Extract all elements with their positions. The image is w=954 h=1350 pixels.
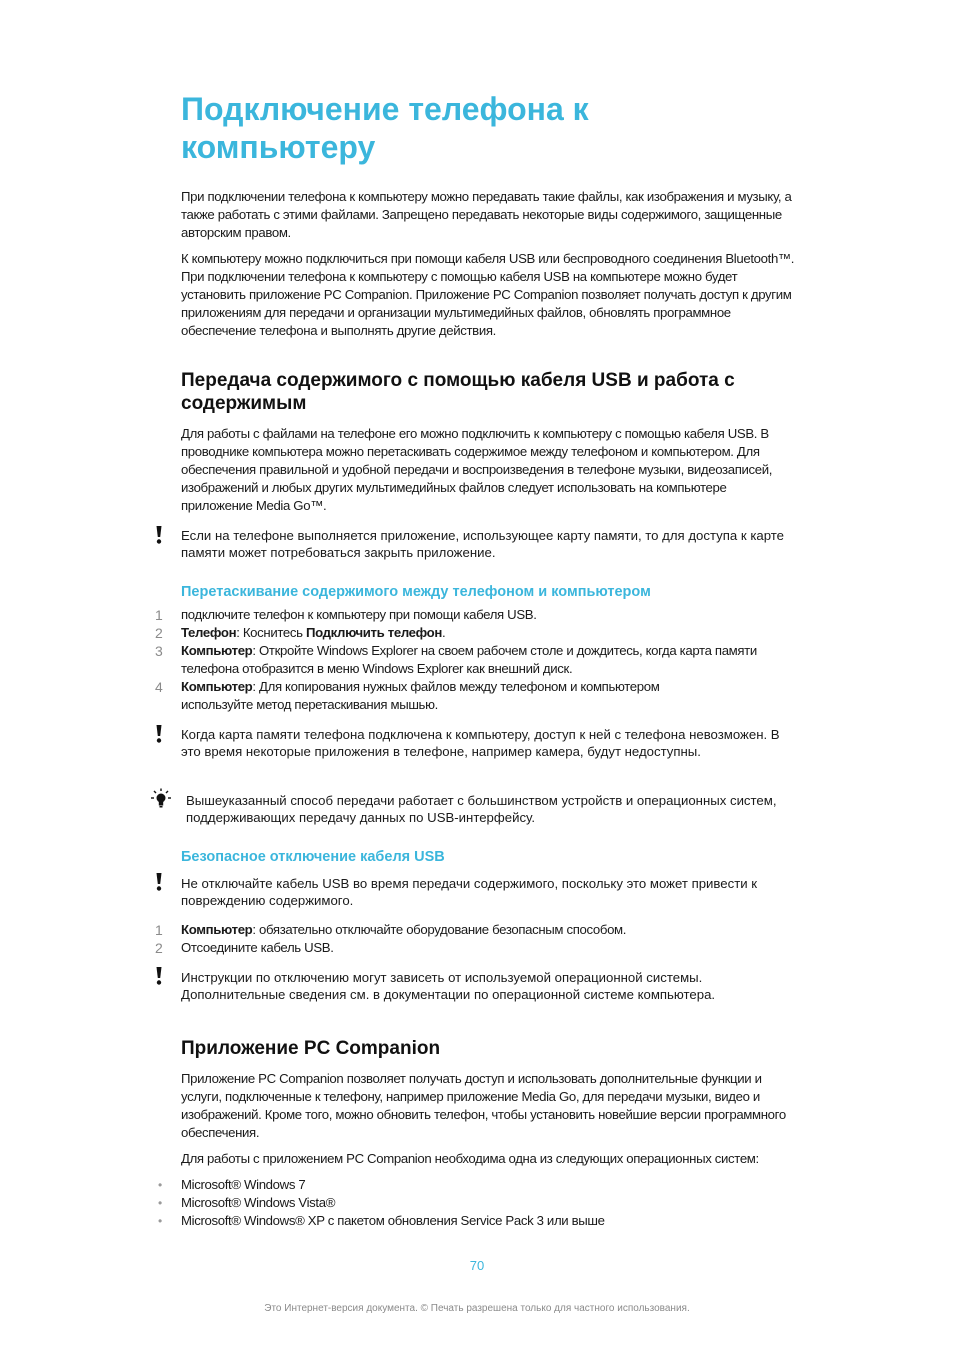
exclamation-icon <box>154 966 164 986</box>
os-list-item: Microsoft® Windows 7 <box>181 1177 306 1192</box>
step-text: Компьютер: Для копирования нужных файлов между телефоном и компьютером используйте метод перетаскивания мышью. <box>181 679 660 712</box>
exclamation-icon <box>154 872 164 892</box>
step-text: Отсоедините кабель USB. <box>181 940 334 955</box>
exclamation-icon <box>154 724 164 744</box>
step-number: 2 <box>155 940 163 956</box>
step-number: 1 <box>155 607 163 623</box>
step-text: Компьютер: Откройте Windows Explorer на своем рабочем столе и дождитесь, когда карта памяти телефона отобразится в меню Windows Explorer как внешний диск. <box>181 643 757 676</box>
bullet: • <box>158 1214 163 1228</box>
note-memory-card: Если на телефоне выполняется приложение, использующее карту памяти, то для доступа к карте памяти может потребоваться закрыть приложение. <box>181 528 784 560</box>
usb-section-body: Для работы с файлами на телефоне его можно подключить к компьютеру с помощью кабеля USB. В проводнике компьютера можно перетаскивать содержимое между телефоном и компьютером. Для обеспечения правильной и удобной передачи и воспроизведения в телефоне музыки, видеозаписей, изображений и любых других мультимедийных файлов следует использовать на компьютере приложение Media Go™. <box>181 426 773 513</box>
intro-paragraph-1: При подключении телефона к компьютеру можно передавать такие файлы, как изображения и музыку, а также работать с этими файлами. Запрещено передавать некоторые виды содержимого, защищенные авторским правом. <box>181 189 792 240</box>
os-list-item: Microsoft® Windows Vista® <box>181 1195 336 1210</box>
step-number: 1 <box>155 922 163 938</box>
footer-notice: Это Интернет-версия документа. © Печать разрешена только для частного использования. <box>264 1303 690 1314</box>
drag-subheading: Перетаскивание содержимого между телефоном и компьютером <box>181 584 651 600</box>
pc-companion-heading: Приложение PC Companion <box>181 1038 441 1059</box>
safe-disconnect-subheading: Безопасное отключение кабеля USB <box>181 849 445 865</box>
note-os-instructions: Инструкции по отключению могут зависеть от используемой операционной системы. Дополнительные сведения см. в документации по операционной системе компьютера. <box>181 970 716 1002</box>
bullet: • <box>158 1178 163 1192</box>
lightbulb-tip-icon <box>150 788 172 808</box>
usb-section-heading: Передача содержимого с помощью кабеля USB и работа с содержимым <box>181 370 735 414</box>
page-title: Подключение телефона к компьютеру <box>181 91 589 165</box>
step-text: Компьютер: обязательно отключайте оборудование безопасным способом. <box>181 922 627 937</box>
step-number: 4 <box>155 679 163 695</box>
note-do-not-disconnect: Не отключайте кабель USB во время передачи содержимого, поскольку это может привести к повреждению содержимого. <box>181 876 758 908</box>
bullet: • <box>158 1196 163 1210</box>
step-number: 2 <box>155 625 163 641</box>
tip-usb-compat: Вышеуказанный способ передачи работает с большинством устройств и операционных систем, поддерживающих передачу данных по USB-интерфейсу. <box>186 793 777 825</box>
intro-paragraph-2: К компьютеру можно подключиться при помощи кабеля USB или беспроводного соединения Bluetooth™. При подключении телефона к компьютеру с помощью кабеля USB на компьютере можно будет установить приложение PC Companion. Приложение PC Companion позволяет получать доступ к другим приложениям для передачи и организации мультимедийных файлов, обновлять программное обеспечение телефона и выполнять другие действия. <box>181 251 795 338</box>
exclamation-icon <box>154 525 164 545</box>
step-number: 3 <box>155 643 163 659</box>
os-list-item: Microsoft® Windows® XP с пакетом обновления Service Pack 3 или выше <box>181 1213 605 1228</box>
step-text: подключите телефон к компьютеру при помощи кабеля USB. <box>181 607 537 622</box>
note-card-connected: Когда карта памяти телефона подключена к компьютеру, доступ к ней с телефона невозможен. В это время некоторые приложения в телефоне, например камера, будут недоступны. <box>181 727 780 759</box>
pc-companion-paragraph-2: Для работы с приложением PC Companion необходима одна из следующих операционных систем: <box>181 1151 759 1166</box>
step-text: Телефон: Коснитесь Подключить телефон. <box>181 625 446 640</box>
pc-companion-paragraph-1: Приложение PC Companion позволяет получать доступ и использовать дополнительные функции и услуги, подключенные к телефону, например приложение Media Go, для передачи музыки, видео и изображений. Кроме того, можно обновить телефон, чтобы установить новейшие версии программного обеспечения. <box>181 1071 786 1140</box>
page-number: 70 <box>469 1258 485 1273</box>
